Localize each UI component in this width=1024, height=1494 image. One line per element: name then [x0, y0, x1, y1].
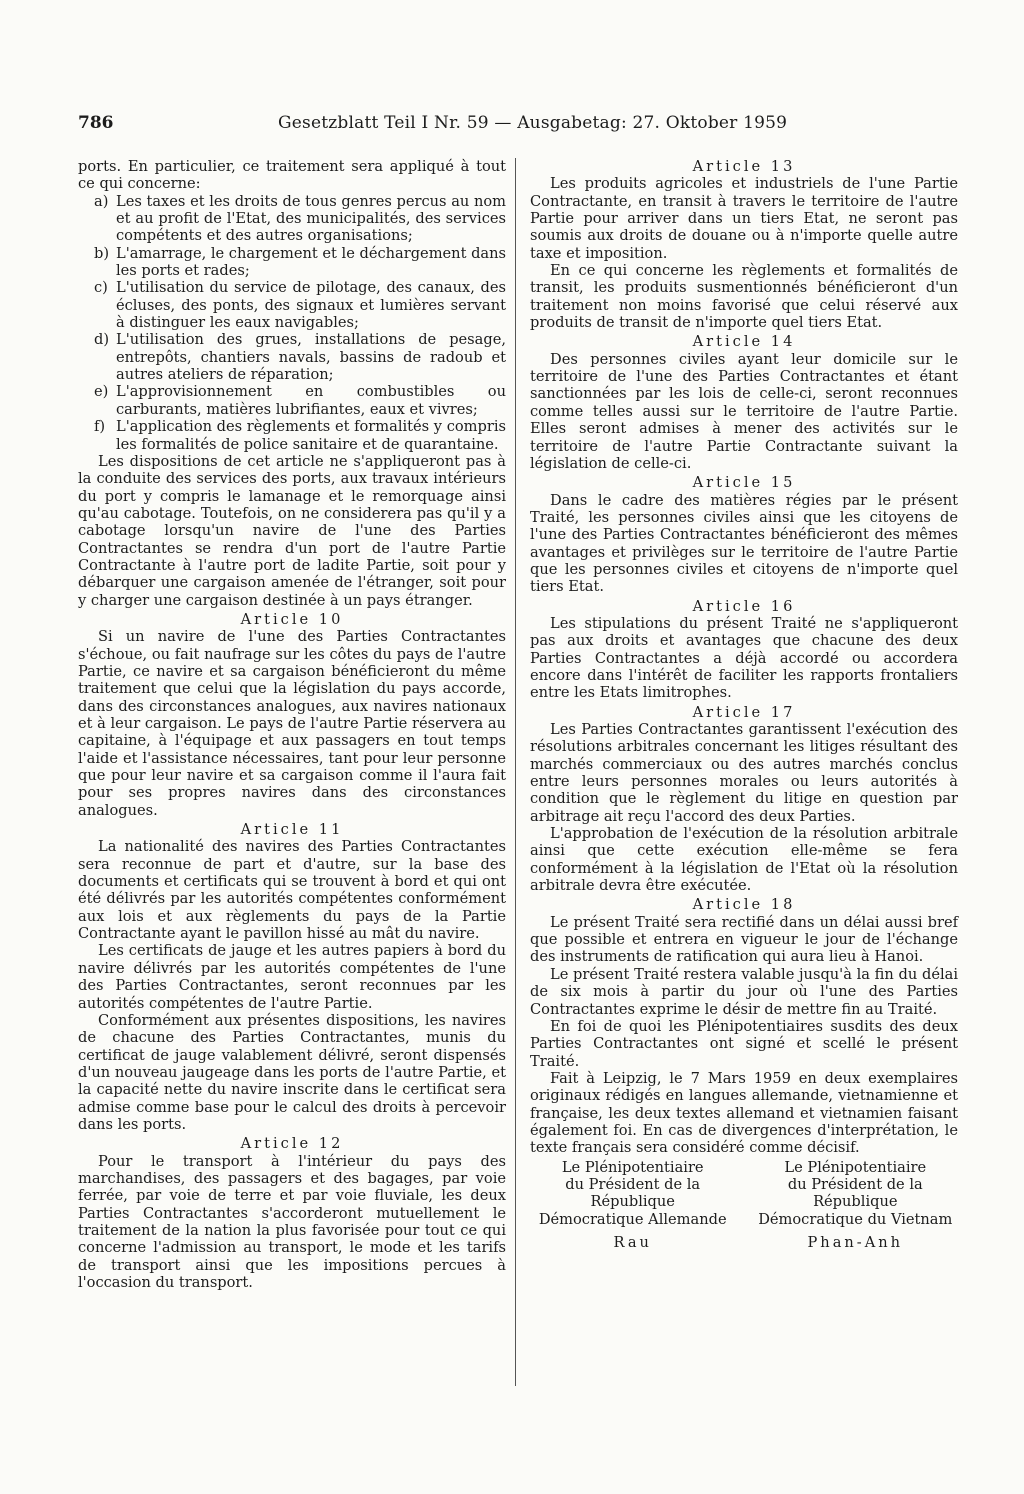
- signature-line: du Président de la République: [787, 1175, 923, 1211]
- paragraph: En foi de quoi les Plénipotentiaires susdits des deux Parties Contractantes ont signé et scellé le présent Traité.: [530, 1017, 958, 1070]
- column-divider: [515, 158, 516, 1386]
- signatory-name: Rau: [613, 1233, 652, 1251]
- list-item-text: L'utilisation du service de pilotage, des canaux, des écluses, des ponts, des signaux et lumières servant à distinguer les eaux navigables;: [116, 279, 506, 332]
- paragraph: Les certificats de jauge et les autres papiers à bord du navire délivrés par les autorités compétentes de l'une des Parties Contractantes, seront reconnues par les autorités compétentes de l'autre Partie.: [78, 942, 506, 1012]
- signature-vietnam: [753, 1159, 958, 1252]
- article-14-heading: Article 14: [692, 333, 796, 351]
- page-header: [78, 113, 958, 143]
- paragraph: Fait à Leipzig, le 7 Mars 1959 en deux exemplaires originaux rédigés en langues allemande, vietnamienne et française, les deux textes allemand et vietnamien faisant également foi. En cas de divergences d'interprétation, le texte français sera considéré comme décisif.: [530, 1069, 958, 1157]
- paragraph: La nationalité des navires des Parties Contractantes sera reconnue de part et d'autre, sur la base des documents et certificats qui se trouvent à bord et qui ont été délivrés par les autorités compétentes conformément aux lois et aux règlements du pays de la Partie Contractante ayant le pavillon hissé au mât du navire.: [78, 838, 506, 943]
- list-item: [78, 279, 506, 331]
- list-item-letter: a): [94, 192, 109, 210]
- paragraph: L'approbation de l'exécution de la résolution arbitrale ainsi que cette exécution elle-même se fera conformément à la législation de l'Etat où la résolution arbitrale devra être exécutée.: [530, 825, 958, 895]
- list-item-text: L'approvisionnement en combustibles ou carburants, matières lubrifiantes, eaux et vivres;: [116, 383, 506, 418]
- article-11-heading: Article 11: [240, 821, 344, 839]
- article-12-heading: Article 12: [240, 1135, 344, 1153]
- article-18-heading: Article 18: [692, 896, 796, 914]
- article-16-heading: Article 16: [692, 597, 796, 615]
- paragraph: Si un navire de l'une des Parties Contractantes s'échoue, ou fait naufrage sur les côtes du pays de l'autre Partie, ce navire et sa cargaison bénéficieront du même traitement que celui que la législation du pays accorde, dans des circonstances analogues, aux navires nationaux et à leur cargaison. Le pays de l'autre Partie réservera au capitaine, à l'équipage et aux passagers en tout temps l'aide et l'assistance nécessaires, tant pour leur personne que pour leur navire et sa cargaison comme il l'aura fait pour ses propres navires dans des circonstances analogues.: [78, 628, 506, 819]
- list-item: [78, 193, 506, 245]
- left-column: [78, 158, 506, 1291]
- signature-line: Le Plénipotentiaire: [561, 1158, 704, 1176]
- list-item-text: L'amarrage, le chargement et le déchargement dans les ports et rades;: [116, 244, 506, 280]
- signature-germany: [530, 1159, 735, 1252]
- paragraph: Des personnes civiles ayant leur domicile sur le territoire de l'une des Parties Contractantes et étant sanctionnées par les lois de celle-ci, seront reconnues comme telles aussi sur le territoire de l'autre Partie. Elles seront admises à mener des activités sur le territoire de l'autre Partie Contractante suivant la législation de celle-ci.: [530, 350, 958, 472]
- paragraph: Les dispositions de cet article ne s'appliqueront pas à la conduite des services des ports, aux travaux intérieurs du port y compris le lamanage et le remorquage ainsi qu'au cabotage. Toutefois, on ne considerera pas qu'il y a cabotage lorsqu'un navire de l'une des Parties Contractantes se rendra d'un port de l'autre Partie Contractante à l'autre port de ladite Partie, soit pour y débarquer une cargaison amenée de l'étranger, soit pour y charger une cargaison destinée à un pays étranger.: [78, 452, 506, 609]
- paragraph: Dans le cadre des matières régies par le présent Traité, les personnes civiles ainsi que les citoyens de l'une des Parties Contractantes bénéficieront des mêmes avantages et privilèges sur le territoire de l'autre Partie que les personnes civiles et citoyens de n'importe quel tiers Etat.: [530, 491, 958, 596]
- signatory-name: Phan-Anh: [807, 1233, 904, 1251]
- list-item: [78, 245, 506, 280]
- paragraph: Pour le transport à l'intérieur du pays des marchandises, des passagers et des bagages, par voie ferrée, par voie de terre et par voie fluviale, les deux Parties Contractantes s'accorderont mutuellement le traitement de la nation la plus favorisée pour tout ce qui concerne l'admission au transport, le mode et les tarifs de transport ainsi que les impositions percues à l'occasion du transport.: [78, 1152, 506, 1291]
- paragraph: Le présent Traité sera rectifié dans un délai aussi bref que possible et entrera en vigueur le jour de l'échange des instruments de ratification qui aura lieu à Hanoi.: [530, 913, 958, 966]
- list-item-letter: c): [94, 279, 108, 297]
- list-item: [78, 383, 506, 418]
- paragraph: Les stipulations du présent Traité ne s'appliqueront pas aux droits et avantages que chacune des deux Parties Contractantes a déjà accordé ou accordera encore dans l'intérêt de faciliter les rapports frontaliers entre les Etats limitrophes.: [530, 614, 958, 702]
- list-item-letter: d): [94, 331, 110, 349]
- paragraph: Les Parties Contractantes garantissent l'exécution des résolutions arbitrales concernant les litiges résultant des marchés commerciaux ou des autres marchés conclus entre leurs personnes morales ou leurs autorités à condition que le règlement du litige en question par arbitrage ait reçu l'accord des deux Parties.: [530, 721, 958, 825]
- article-13-heading: Article 13: [692, 158, 796, 175]
- article-17-heading: Article 17: [692, 703, 796, 721]
- paragraph: Le présent Traité restera valable jusqu'à la fin du délai de six mois à partir du jour où l'une des Parties Contractantes exprime le désir de mettre fin au Traité.: [530, 965, 958, 1018]
- page-number: 786: [78, 113, 114, 133]
- list-item: [78, 418, 506, 453]
- signature-line: Le Plénipotentiaire: [784, 1158, 927, 1176]
- running-title: Gesetzblatt Teil I Nr. 59 — Ausgabetag: 27. Oktober 1959: [278, 113, 788, 133]
- list-item-text: L'utilisation des grues, installations de pesage, entrepôts, chantiers navals, bassins de radoub et autres ateliers de réparation;: [116, 331, 506, 384]
- list-item-letter: f): [94, 418, 106, 436]
- list-item: [78, 331, 506, 383]
- list-item-text: Les taxes et les droits de tous genres percus au nom et au profit de l'Etat, des municipalités, des services compétents et des autres organisations;: [116, 192, 506, 245]
- signature-line: Démocratique Allemande: [538, 1210, 727, 1228]
- paragraph: Conformément aux présentes dispositions, les navires de chacune des Parties Contractantes, munis du certificat de jauge valablement délivré, seront dispensés d'un nouveau jaugeage dans les ports de l'autre Partie, et la capacité nette du navire inscrite dans le certificat sera admise comme base pour le calcul des droits à percevoir dans les ports.: [78, 1011, 506, 1133]
- list-item-letter: e): [94, 383, 109, 401]
- paragraph: Les produits agricoles et industriels de l'une Partie Contractante, en transit à travers le territoire de l'autre Partie pour arriver dans un tiers Etat, ne seront pas soumis aux droits de douane ou à n'importe quelle autre taxe et imposition.: [530, 175, 958, 262]
- article-10-heading: Article 10: [240, 610, 344, 628]
- article-15-heading: Article 15: [692, 474, 796, 492]
- signature-line: du Président de la République: [565, 1175, 701, 1211]
- paragraph: ports. En particulier, ce traitement sera appliqué à tout ce qui concerne:: [78, 158, 506, 193]
- signature-block: [530, 1159, 958, 1252]
- paragraph: En ce qui concerne les règlements et formalités de transit, les produits susmentionnés bénéficieront d'un traitement non moins favorisé que celui réservé aux produits de transit de n'importe quel tiers Etat.: [530, 262, 958, 332]
- right-column: [530, 158, 958, 1251]
- list-item-text: L'application des règlements et formalités y compris les formalités de police sanitaire et de quarantaine.: [116, 418, 506, 453]
- list-item-letter: b): [94, 244, 110, 262]
- signature-line: Démocratique du Vietnam: [758, 1210, 953, 1228]
